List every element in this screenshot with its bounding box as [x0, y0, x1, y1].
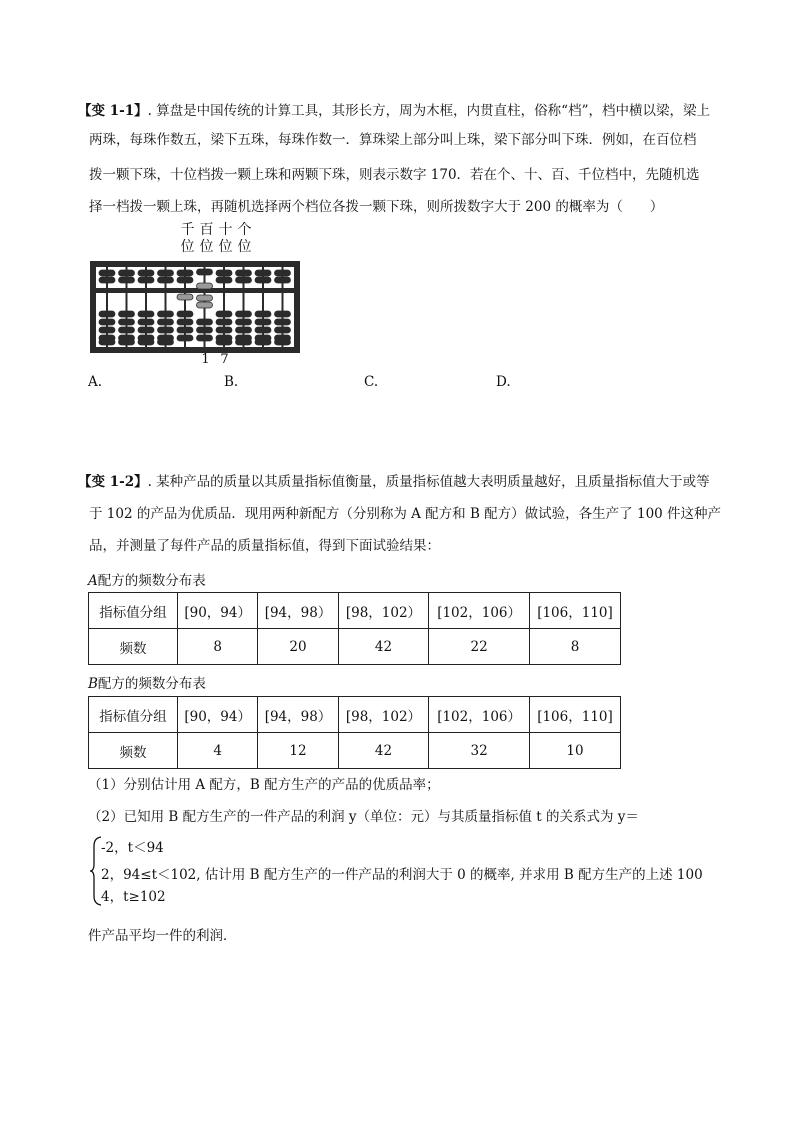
table-a-caption — [88, 569, 206, 589]
piecewise-case-3: 4，t≥102 — [101, 889, 166, 905]
abacus-bead — [119, 327, 135, 333]
label-wei-2: 位 — [199, 239, 214, 255]
abacus-beam — [96, 288, 294, 293]
abacus-bead — [216, 327, 232, 333]
abacus-digits — [196, 352, 234, 367]
abacus-bead — [216, 270, 232, 276]
table-a-group-2: [94，98） — [258, 593, 338, 629]
table-b-group-4: [102，106） — [429, 697, 530, 733]
abacus-bead — [216, 339, 232, 345]
table-b-count-3: 42 — [338, 733, 429, 769]
table-b-head-group: 指标值分组 — [89, 697, 178, 733]
abacus-bead — [138, 339, 154, 345]
abacus-bead — [255, 311, 271, 317]
abacus-bead — [177, 270, 193, 276]
problem2-tag: 【变 1-2】 — [78, 474, 148, 490]
abacus-bead — [99, 339, 115, 345]
abacus-bead — [119, 270, 135, 276]
table-b-group-5: [106，110] — [530, 697, 621, 733]
table-b-count-4: 32 — [429, 733, 530, 769]
abacus-bead — [99, 277, 115, 283]
abacus-bead — [236, 319, 252, 325]
table-a-group-5: [106，110] — [530, 593, 621, 629]
abacus-bead — [216, 319, 232, 325]
label-ones: 个 — [237, 222, 252, 238]
table-a-head-count: 频数 — [89, 629, 178, 665]
abacus-place-labels — [178, 222, 268, 256]
abacus-bead — [119, 277, 135, 283]
table-a-count-5: 8 — [530, 629, 621, 665]
abacus-bead — [236, 327, 252, 333]
abacus-bead — [255, 339, 271, 345]
abacus-bead — [138, 327, 154, 333]
abacus-bead — [138, 319, 154, 325]
abacus-bead — [99, 311, 115, 317]
table-b-caption-letter: B — [88, 676, 98, 692]
abacus-figure — [90, 261, 300, 353]
abacus-bead — [158, 319, 174, 325]
option-d[interactable]: D. — [496, 374, 511, 390]
problem2-line2: 于 102 的产品为优质品．现用两种新配方（分别称为 A 配方和 B 配方）做试验，各生产了 100 件这种产 — [89, 506, 722, 522]
abacus-bead — [177, 294, 193, 300]
table-a-count-3: 42 — [338, 629, 429, 665]
answer-options — [88, 374, 688, 402]
table-b-count-2: 12 — [258, 733, 338, 769]
problem1-line1 — [78, 97, 728, 126]
label-tens: 十 — [218, 222, 233, 238]
problem2-line1 — [78, 468, 728, 497]
question-2-line1: （2）已知用 B 配方生产的一件产品的利润 y（单位：元）与其质量指标值 t 的关系式为 y＝ — [88, 809, 639, 825]
table-b-row-groups — [89, 697, 621, 733]
abacus-bead — [216, 277, 232, 283]
problem1-line2: 两珠，每珠作数五，梁下五珠，每珠作数一．算珠梁上部分叫上珠，梁下部分叫下珠．例如，在百位档 — [89, 132, 697, 148]
label-hundreds: 百 — [199, 222, 214, 238]
label-wei-1: 位 — [180, 239, 195, 255]
table-a-count-2: 20 — [258, 629, 338, 665]
abacus-bead — [236, 270, 252, 276]
abacus-bead — [99, 319, 115, 325]
abacus-bead — [158, 270, 174, 276]
table-a-group-1: [90，94） — [178, 593, 258, 629]
table-b-group-1: [90，94） — [178, 697, 258, 733]
abacus-bead — [158, 327, 174, 333]
problem2-text-1: . 某种产品的质量以其质量指标值衡量，质量指标值越大表明质量越好，且质量指标值大于或等 — [147, 474, 710, 490]
table-a-head-group: 指标值分组 — [89, 593, 178, 629]
table-b-count-5: 10 — [530, 733, 621, 769]
table-a-group-3: [98，102） — [338, 593, 429, 629]
abacus-bead — [197, 302, 213, 308]
question-2-last-line: 件产品平均一件的利润． — [88, 928, 237, 944]
abacus-bead — [236, 277, 252, 283]
abacus-bead — [236, 311, 252, 317]
abacus-bead — [177, 319, 193, 325]
table-a-caption-text: 配方的频数分布表 — [97, 573, 206, 589]
piecewise-case-1: -2，t＜94 — [101, 840, 164, 856]
table-b-count-1: 4 — [178, 733, 258, 769]
abacus-bead — [138, 270, 154, 276]
abacus-bead — [275, 311, 291, 317]
piecewise-case-2-line — [101, 861, 726, 890]
abacus-bead — [177, 327, 193, 333]
abacus-bead — [255, 270, 271, 276]
abacus-bead — [99, 270, 115, 276]
abacus-bead — [197, 327, 213, 333]
abacus-bead — [275, 277, 291, 283]
table-a-row-groups — [89, 593, 621, 629]
abacus-bead — [197, 269, 213, 275]
abacus-digit-hundreds: 1 — [201, 352, 210, 367]
table-b-row-counts — [89, 733, 621, 769]
table-a-row-counts — [89, 629, 621, 665]
label-thousands: 千 — [180, 222, 195, 238]
problem1-line3: 拨一颗下珠，十位档拨一颗上珠和两颗下珠，则表示数字 170．若在个、十、百、千位档中，先随机选 — [89, 167, 700, 183]
abacus-bead — [177, 311, 193, 317]
abacus-bead — [119, 339, 135, 345]
abacus-bead — [138, 277, 154, 283]
abacus-bead — [158, 277, 174, 283]
abacus-bead — [255, 319, 271, 325]
question-1: （1）分别估计用 A 配方，B 配方生产的产品的优质品率； — [88, 777, 440, 793]
abacus-bead — [275, 327, 291, 333]
label-wei-4: 位 — [237, 239, 252, 255]
abacus-bead — [255, 327, 271, 333]
abacus-bead — [275, 339, 291, 345]
problem1-line4: 择一档拨一颗上珠，再随机选择两个档位各拨一颗下珠，则所拨数字大于 200 的概率为（ ） — [89, 199, 664, 215]
abacus-bead — [216, 311, 232, 317]
abacus-bead — [158, 339, 174, 345]
abacus-bead — [119, 311, 135, 317]
abacus-bead — [236, 339, 252, 345]
table-b — [88, 696, 621, 769]
table-b-head-count: 频数 — [89, 733, 178, 769]
table-b-group-3: [98，102） — [338, 697, 429, 733]
abacus-bead — [177, 335, 193, 341]
abacus-bead — [197, 283, 213, 289]
table-a-count-4: 22 — [429, 629, 530, 665]
option-b[interactable]: B. — [224, 374, 239, 390]
option-a[interactable]: A. — [88, 374, 103, 390]
problem1-text-1: . 算盘是中国传统的计算工具，其形长方，周为木框，内贯直柱，俗称“档”，档中横以梁，梁上 — [147, 103, 710, 119]
abacus-digit-tens: 7 — [220, 352, 229, 367]
table-b-group-2: [94，98） — [258, 697, 338, 733]
abacus-bead — [177, 277, 193, 283]
abacus-bead — [99, 327, 115, 333]
question-2-continuation: , 估计用 B 配方生产的一件产品的利润大于 0 的概率, 并求用 B 配方生产的上述 100 — [196, 867, 703, 883]
label-wei-3: 位 — [218, 239, 233, 255]
piecewise-case-2: 2，94≤t＜102 — [101, 867, 197, 883]
table-a-count-1: 8 — [178, 629, 258, 665]
abacus-bead — [119, 319, 135, 325]
option-c[interactable]: C. — [364, 374, 379, 390]
abacus-bead — [197, 295, 213, 301]
abacus-bead — [197, 319, 213, 325]
table-b-caption — [88, 672, 206, 692]
abacus-bead — [197, 335, 213, 341]
abacus-bead — [138, 311, 154, 317]
table-a — [88, 592, 621, 665]
problem2-line3: 品，并测量了每件产品的质量指标值，得到下面试验结果： — [89, 538, 440, 554]
table-b-caption-text: 配方的频数分布表 — [97, 676, 206, 692]
table-a-caption-letter: A — [88, 573, 98, 589]
abacus-bead — [158, 311, 174, 317]
abacus-bead — [275, 270, 291, 276]
abacus-bead — [255, 277, 271, 283]
abacus-bead — [275, 319, 291, 325]
table-a-group-4: [102，106） — [429, 593, 530, 629]
problem1-tag: 【变 1-1】 — [78, 103, 148, 119]
